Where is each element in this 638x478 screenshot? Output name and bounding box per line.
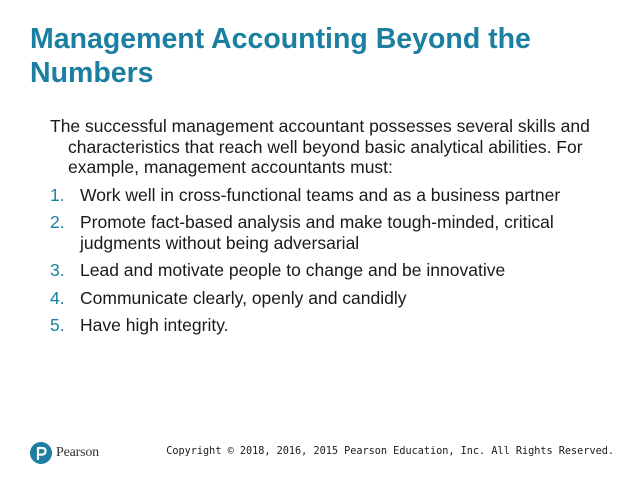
list-item bbox=[50, 288, 610, 309]
list-item bbox=[50, 212, 610, 253]
logo-wordmark: Pearson bbox=[56, 445, 99, 460]
list-item-number: 4. bbox=[50, 287, 65, 308]
list-item-number: 5. bbox=[50, 315, 65, 335]
pearson-logo bbox=[30, 441, 99, 465]
slide-body bbox=[50, 116, 610, 343]
intro-paragraph: The successful management accountant possesses several skills and characteristics that reach well beyond basic analytical abilities. For example, management accountants must: bbox=[50, 116, 590, 177]
list-item-text: Communicate clearly, openly and candidly bbox=[80, 287, 407, 308]
list-item-number: 3. bbox=[50, 260, 65, 280]
list-item-text: Lead and motivate people to change and be innovative bbox=[80, 260, 506, 280]
pearson-logo-icon bbox=[30, 442, 52, 464]
list-item-number: 1. bbox=[50, 184, 65, 205]
list-item-number: 2. bbox=[50, 212, 65, 232]
list-item bbox=[50, 315, 610, 336]
copyright-notice: Copyright © 2018, 2016, 2015 Pearson Education, Inc. All Rights Reserved. bbox=[166, 446, 614, 457]
list-item-text: Work well in cross-functional teams and as a business partner bbox=[80, 184, 561, 205]
skills-list bbox=[50, 185, 610, 336]
list-item bbox=[50, 260, 610, 281]
slide-title: Management Accounting Beyond the Numbers bbox=[30, 23, 531, 89]
list-item-text: Have high integrity. bbox=[80, 315, 229, 335]
list-item-text: Promote fact-based analysis and make tough-minded, critical judgments without being adversarial bbox=[80, 212, 554, 253]
list-item bbox=[50, 185, 610, 206]
